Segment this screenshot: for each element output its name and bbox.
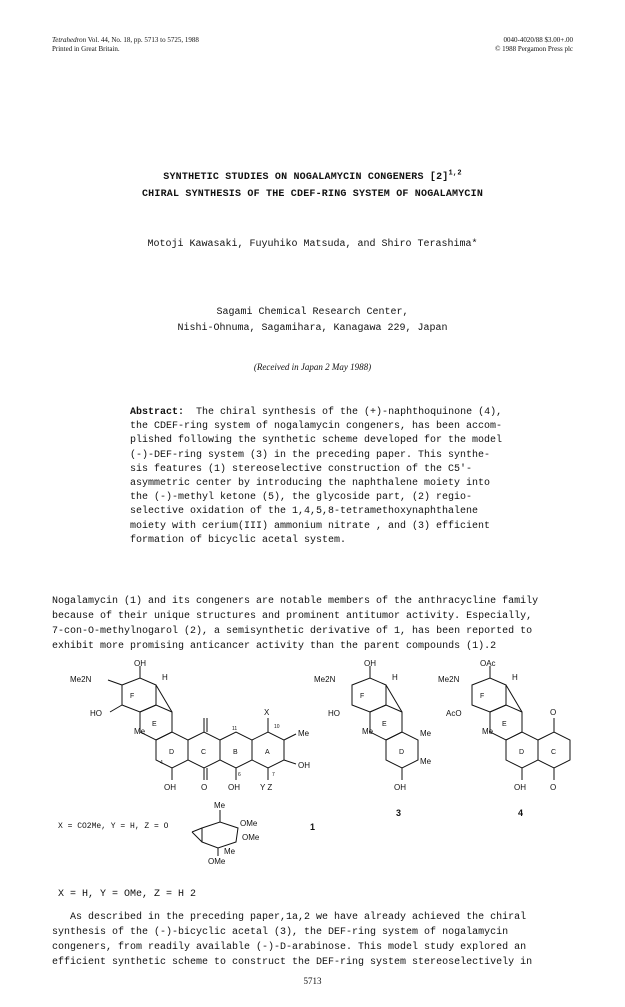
label-ho: HO	[328, 709, 340, 718]
label-x: X	[264, 708, 270, 717]
label-oh-bottom: OH	[228, 783, 240, 792]
label-ho: HO	[90, 709, 102, 718]
bridge-bond	[156, 685, 172, 712]
compound-number: 4	[518, 808, 524, 818]
label-me: Me	[362, 727, 374, 736]
title-superscript: 1,2	[448, 169, 462, 178]
label-o: O	[550, 708, 557, 717]
label-oh-a: OH	[298, 761, 310, 770]
abstract-line: the (-)-methyl ketone (5), the glycoside part, (2) regio-	[130, 492, 473, 504]
label-ring-b: B	[233, 749, 238, 756]
received-date: (Received in Japan 2 May 1988)	[253, 362, 372, 372]
text-line: efficient synthetic scheme to construct the DEF-ring system stereoselectively in	[52, 957, 533, 968]
label-ring-d: D	[169, 749, 175, 756]
abstract-text: The chiral synthesis of the (+)-naphthoquinone (4),	[196, 407, 503, 418]
label-ring-f: F	[360, 693, 365, 700]
nme2-bond	[108, 680, 122, 685]
label-me: Me	[420, 757, 432, 766]
label-oh-bottom: OH	[394, 783, 406, 792]
text-line: congeners, from readily available (-)-D-arabinose. This model study explored an	[52, 942, 527, 953]
compound-4-labels	[438, 660, 556, 792]
label-num: 6	[238, 772, 241, 778]
text-line: because of their unique structures and prominent antitumor activity. Especially,	[52, 611, 533, 622]
label-h: H	[392, 673, 398, 682]
label-oh: OH	[134, 660, 146, 668]
printed-note: Printed in Great Britain.	[52, 45, 120, 53]
label-me2n: Me2N	[70, 675, 92, 684]
label-ring-d: D	[519, 749, 525, 756]
label-me2n: Me2N	[314, 675, 336, 684]
label-yz: Y Z	[260, 783, 273, 792]
compound-1-labels	[70, 660, 310, 792]
label-ome: OMe	[242, 833, 260, 842]
text-line: As described in the preceding paper,1a,2 we have already achieved the chiral	[70, 912, 527, 923]
sugar-ring	[202, 822, 238, 848]
label-aco: AcO	[446, 709, 462, 718]
label-ring-e: E	[502, 721, 507, 728]
label-me: Me	[420, 729, 432, 738]
label-me2n: Me2N	[438, 675, 460, 684]
ho-bond	[110, 705, 122, 712]
intro-paragraph	[52, 594, 582, 654]
abstract-line: formation of bicyclic acetal system.	[130, 534, 347, 546]
title-line1-text: SYNTHETIC STUDIES ON NOGALAMYCIN CONGENERS [2]	[163, 172, 449, 183]
label-num: 11	[232, 726, 238, 732]
label-ome: OMe	[240, 819, 258, 828]
label-oh-bottom: OH	[514, 783, 526, 792]
abstract-label: Abstract:	[130, 407, 185, 418]
label-h: H	[162, 673, 168, 682]
compound-4-structure	[472, 666, 570, 780]
label-me: Me	[482, 727, 494, 736]
label-ring-f: F	[480, 693, 485, 700]
label-num: 10	[274, 724, 280, 730]
label-num: 7	[272, 772, 275, 778]
label-ring-c: C	[201, 749, 207, 756]
label-oh: OH	[364, 660, 376, 668]
substituent-labels	[58, 801, 260, 866]
label-h: H	[512, 673, 518, 682]
text-line: Nogalamycin (1) and its congeners are notable members of the anthracycline family	[52, 596, 539, 607]
abstract-line: sis features (1) stereoselective construction of the C5'-	[130, 463, 473, 475]
compound-1-structure	[108, 666, 296, 780]
label-me: Me	[214, 801, 226, 810]
label-me: Me	[134, 727, 146, 736]
issn-code: 0040-4020/88 $3.00+.00	[503, 36, 573, 44]
compound-number: 3	[396, 808, 402, 818]
body-paragraph	[52, 910, 582, 970]
journal-name: Tetrahedron	[52, 36, 87, 44]
abstract-line	[130, 406, 505, 420]
epoxide-bond	[192, 832, 202, 842]
substituent-line2: X = H, Y = OMe, Z = H 2	[58, 889, 197, 900]
label-ring-c: C	[551, 749, 557, 756]
compound-numbers	[310, 808, 523, 832]
bridge-bond	[506, 685, 522, 712]
paper-title-line2: CHIRAL SYNTHESIS OF THE CDEF-RING SYSTEM OF NOGALAMYCIN	[141, 189, 484, 200]
substituent-line1: X = CO2Me, Y = H, Z = O	[58, 822, 169, 831]
epoxide-bond	[192, 828, 202, 832]
label-ring-a: A	[265, 749, 270, 756]
label-o: O	[550, 783, 557, 792]
citation-text: Vol. 44, No. 18, pp. 5713 to 5725, 1988	[87, 36, 199, 44]
compound-3-labels	[314, 660, 432, 792]
abstract-line: moiety with cerium(III) ammonium nitrate , and (3) efficient	[130, 520, 491, 532]
label-ring-e: E	[382, 721, 387, 728]
label-ome: OMe	[208, 857, 226, 866]
oh-bond	[284, 760, 296, 764]
text-line: exhibit more promising anticancer activity than the parent compounds (1).2	[52, 641, 497, 652]
label-me-a: Me	[298, 729, 310, 738]
affiliation-line1: Sagami Chemical Research Center,	[216, 307, 409, 318]
text-line: 7-con-O-methylnogarol (2), a semisynthetic derivative of 1, has been reported to	[52, 626, 533, 637]
structures-figure	[52, 660, 582, 870]
label-o-bottom: O	[201, 783, 208, 792]
label-oac: OAc	[480, 660, 496, 668]
abstract-line: asymmetric center by introducing the naphthalene moiety into	[130, 478, 491, 490]
abstract-line: plished following the synthetic scheme developed for the model	[130, 435, 503, 447]
paper-title-line1	[0, 169, 625, 183]
abstract-line: selective oxidation of the 1,4,5,8-tetramethoxynaphthalene	[130, 506, 479, 518]
abstract-line: (-)-DEF-ring system (3) in the preceding paper. This synthe-	[130, 449, 491, 461]
label-num: 4	[160, 760, 163, 766]
copyright: © 1988 Pergamon Press plc	[495, 45, 573, 53]
affiliation-line2: Nishi-Ohnuma, Sagamihara, Kanagawa 229, Japan	[177, 323, 448, 334]
authors: Motoji Kawasaki, Fuyuhiko Matsuda, and Shiro Terashima*	[147, 239, 478, 250]
journal-citation	[52, 36, 199, 45]
label-ring-d: D	[399, 749, 405, 756]
label-ring-f: F	[130, 693, 135, 700]
abstract	[130, 406, 505, 548]
bridge-bond	[386, 685, 402, 712]
page-number: 5713	[303, 976, 322, 986]
abstract-line: the CDEF-ring system of nogalamycin congeners, has been accom-	[130, 421, 503, 433]
label-ring-e: E	[152, 721, 157, 728]
me-bond	[284, 734, 296, 740]
compound-number: 1	[310, 822, 316, 832]
label-me: Me	[224, 847, 236, 856]
label-oh-bottom: OH	[164, 783, 176, 792]
text-line: synthesis of the (-)-bicyclic acetal (3), the DEF-ring system of nogalamycin	[52, 927, 509, 938]
